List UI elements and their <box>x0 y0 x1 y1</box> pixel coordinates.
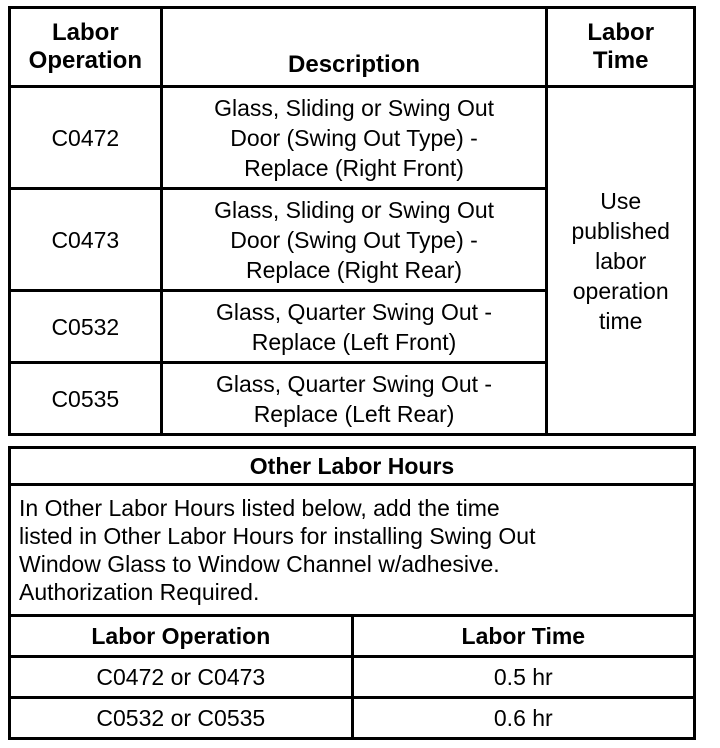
note-row <box>10 485 695 616</box>
table-row <box>10 657 695 698</box>
operation-description: Glass, Quarter Swing Out - Replace (Left Rear) <box>161 363 547 435</box>
labor-time-col-header: Labor Time <box>352 616 694 657</box>
operation-code: C0532 <box>10 291 162 363</box>
labor-time-cell: 0.6 hr <box>352 698 694 739</box>
labor-time-header: Labor Time <box>547 8 695 87</box>
description-header: Description <box>161 8 547 87</box>
labor-operations-table <box>8 6 696 436</box>
table-row <box>10 87 695 189</box>
column-header-row <box>10 616 695 657</box>
header-row <box>10 8 695 87</box>
other-labor-hours-note: In Other Labor Hours listed below, add the time listed in Other Labor Hours for installing Swing Out Window Glass to Window Channel w/adhesive. Authorization Required. <box>10 485 695 616</box>
labor-operation-cell: C0532 or C0535 <box>10 698 353 739</box>
operation-code: C0472 <box>10 87 162 189</box>
operation-code: C0535 <box>10 363 162 435</box>
operation-description: Glass, Sliding or Swing Out Door (Swing Out Type) - Replace (Right Rear) <box>161 189 547 291</box>
labor-operation-header: Labor Operation <box>10 8 162 87</box>
title-row <box>10 448 695 485</box>
labor-operation-cell: C0472 or C0473 <box>10 657 353 698</box>
other-labor-hours-table <box>8 446 696 740</box>
labor-operation-col-header: Labor Operation <box>10 616 353 657</box>
labor-time-cell: 0.5 hr <box>352 657 694 698</box>
table-row <box>10 698 695 739</box>
operation-code: C0473 <box>10 189 162 291</box>
labor-time-note: Use published labor operation time <box>547 87 695 435</box>
other-labor-hours-title: Other Labor Hours <box>10 448 695 485</box>
operation-description: Glass, Sliding or Swing Out Door (Swing Out Type) - Replace (Right Front) <box>161 87 547 189</box>
operation-description: Glass, Quarter Swing Out - Replace (Left Front) <box>161 291 547 363</box>
